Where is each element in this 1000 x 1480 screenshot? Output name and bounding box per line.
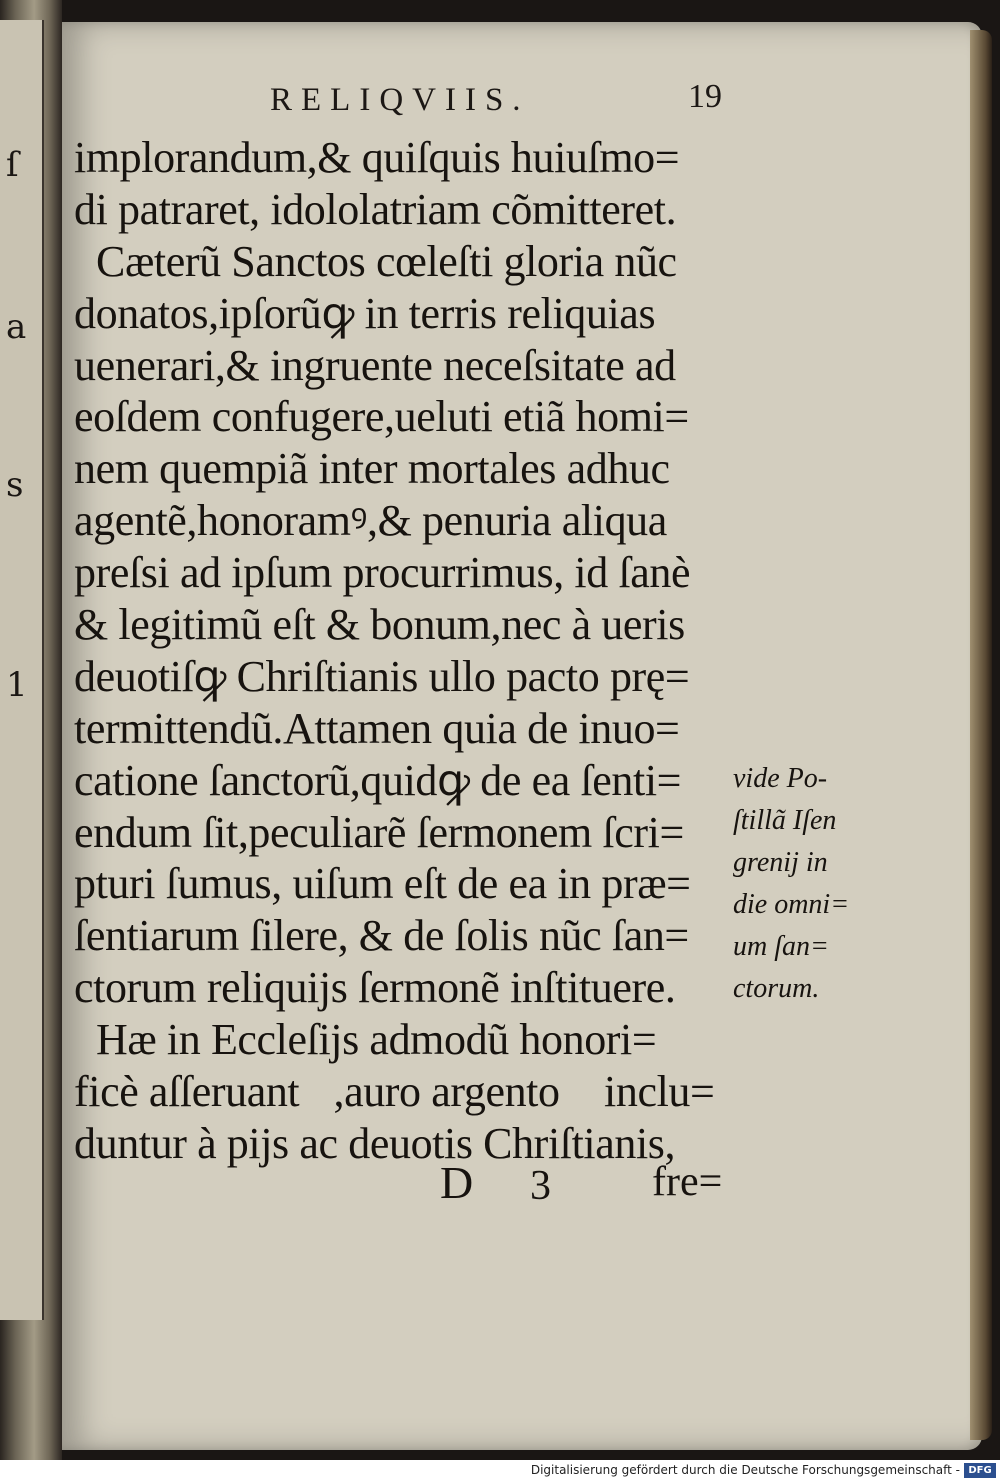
marginal-note-line: ctorum. <box>733 973 820 1004</box>
text-line: di patraret, idololatriam cõmitteret. <box>74 184 677 234</box>
text-line: & legitimũ eſt & bonum,nec à ueris <box>74 600 685 650</box>
text-line: eoſdem confugere,ueluti etiã homi= <box>74 392 689 442</box>
text-line: uenerari,& ingruente neceſsitate ad <box>74 340 676 390</box>
signature-mark: D <box>440 1157 474 1208</box>
text-line: ſentiarum ſilere, & de ſolis nũc ſan= <box>74 911 689 961</box>
text-line: ficè aſſeruantᷓ,auro argentoꝙ inclu= <box>74 1067 715 1117</box>
text-line: ctorum reliquijs ſermonẽ inſtituere. <box>74 963 676 1013</box>
previous-page-edge <box>0 20 44 1320</box>
page-number: 19 <box>688 78 722 115</box>
text-line: preſsi ad ipſum procurrimus, id ſanè <box>74 548 691 598</box>
text-line: deuotiſꝙ Chriſtianis ullo pacto prę= <box>74 651 690 701</box>
text-line: donatos,ipſorũꝙ in terris reliquias <box>74 288 656 338</box>
text-line: Cæterũ Sanctos cœleſti gloria nũc <box>96 236 677 286</box>
running-head: RELIQVIIS. <box>270 82 530 118</box>
text-line: duntur à pijs ac deuotis Chriſtianis, <box>74 1118 676 1168</box>
marginal-note-line: grenij in <box>733 847 828 878</box>
text-line: nem quempiã inter mortales adhuc <box>74 444 670 494</box>
text-line: pturi ſumus, uiſum eſt de ea in præ= <box>74 859 691 909</box>
marginal-note-line: vide Po- <box>733 763 828 794</box>
digitization-footer <box>0 1460 1000 1480</box>
text-line: implorandum,& quiſquis huiuſmo= <box>74 133 680 182</box>
catchword: fre= <box>652 1159 723 1205</box>
marginal-note-line: ſtillã Iſen <box>733 805 837 836</box>
funding-credit: Digitalisierung gefördert durch die Deutsche Forschungsgemeinschaft - <box>530 1463 960 1477</box>
text-line: Hæ in Eccleſijs admodũ honori= <box>96 1015 657 1065</box>
prev-page-fragment: a <box>6 307 27 347</box>
marginal-note-line: um ſan= <box>733 931 829 962</box>
prev-page-fragment: ſ <box>6 145 19 185</box>
text-line: catione ſanctorũ,quidꝙ de ea ſenti= <box>74 755 682 805</box>
signature-number: 3 <box>530 1163 551 1209</box>
text-line: endum ſit,peculiarẽ ſermonem ſcri= <box>74 807 684 857</box>
prev-page-fragment: s <box>6 465 24 505</box>
prev-page-fragment: 1 <box>6 665 28 705</box>
text-line: termittendũ.Attamen quia de inuo= <box>74 703 680 753</box>
marginal-note <box>733 758 873 1010</box>
page-fore-edge <box>970 30 992 1440</box>
marginal-note-line: die omni= <box>733 889 850 920</box>
body-text <box>74 132 734 1170</box>
dfg-logo[interactable]: DFG <box>964 1463 996 1478</box>
text-line: agentẽ,honoramꝰ,& penuria aliqua <box>74 496 667 546</box>
